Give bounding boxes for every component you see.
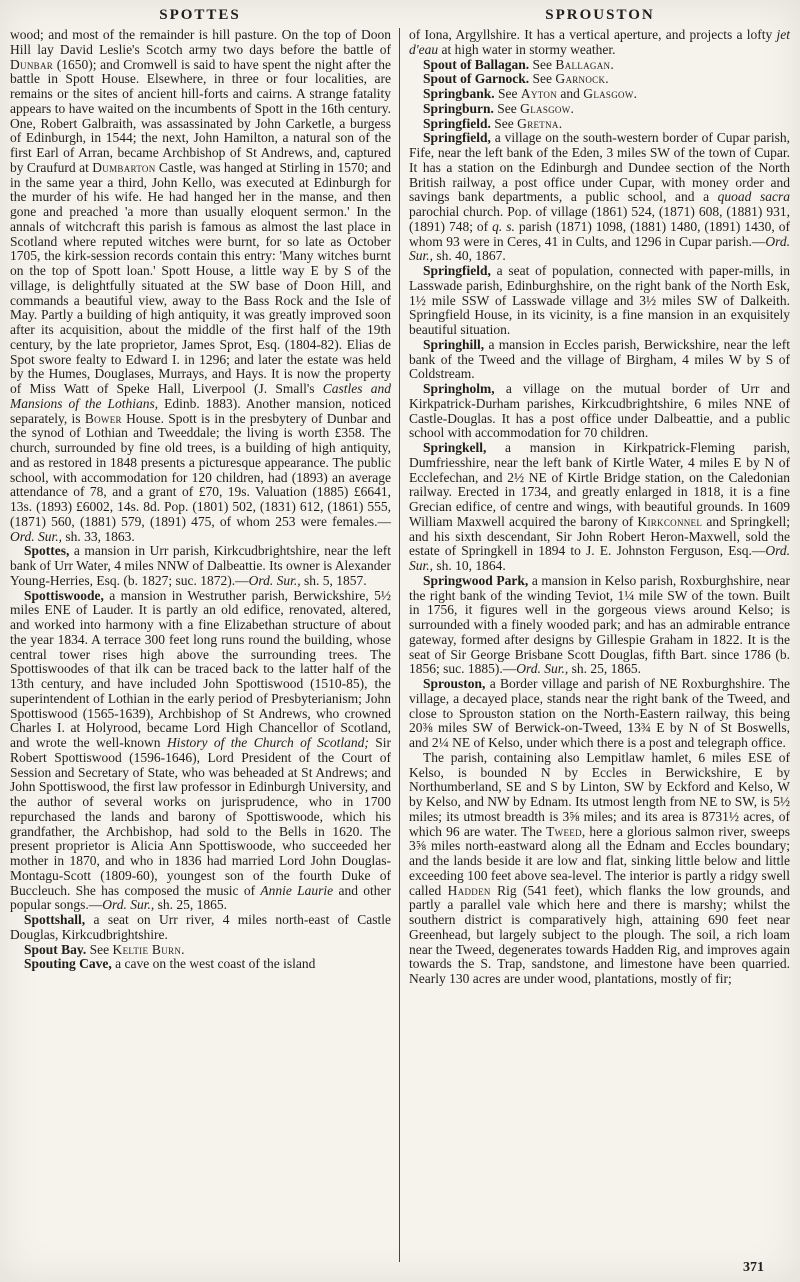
page-number: 371: [743, 1260, 764, 1275]
right-column-text: [409, 28, 790, 1268]
text-segment: See: [529, 71, 556, 87]
text-segment: a mansion in Kirkpatrick-Fleming parish, Dumfriesshire, near the left bank of Kirtle Water, 4 miles E by N of Ecclefechan, and 2½ NE of Kirtle Bridge station, on the Caledonian railway. Erected in 1734, and greatly enlarged in 1818, it is a fine Grecian edifice, of centre and wings, with beautiful grounds. In 1609 William Maxwell acquired the barony of: [409, 440, 790, 529]
column-divider: [399, 28, 400, 1262]
text-segment: Castle, was hanged at Stirling in 1570; and in the same year a third, John Kello, was executed at Edinburgh for the murder of his wife. He had hanged her in the manse, and then gone and preached 'a more than usually eloquent sermon.' In the annals of witchcraft this parish is famous as almost the last place in Scotland where reputed witches were burnt, for so late as October 1705, the kirk-session records contain this entry: 'Many witches burnt on the top of Spott loan.' Spott House, a little way E by S of the village, is delightfully situated at the SW base of Doon Hill, and commands a beautiful view, away to the Bass Rock and the Isle of May. Partly a building of high antiquity, it was greatly improved soon after its acquisition, about the middle of the first half of the 19th century, by the late proprietor, James Sprot, Esq. (1804-82). Elias de Spot swore fealty to Edward I. in 1296; and later the estate was held by the Humes, Douglases, Murrays, and Hays. It is now the property of Miss Watt of Speke Hall, Liverpool (J. Small's: [10, 159, 391, 396]
text-segment: See: [493, 100, 521, 116]
cross-reference: Glasgow: [583, 86, 634, 101]
text-segment: at high water in stormy weather.: [438, 41, 616, 57]
entry-paragraph: [409, 382, 790, 441]
italic-text: quoad sacra: [717, 189, 791, 205]
entry-paragraph: [409, 677, 790, 751]
text-segment: .: [605, 71, 609, 87]
text-segment: Edinb. 1883). Another mansion, noticed separately, is: [10, 395, 392, 426]
entry-paragraph: [409, 72, 790, 87]
italic-text: Ord. Sur.,: [10, 528, 63, 544]
italic-text: History of the Church of Scotland;: [166, 735, 369, 750]
entry-paragraph: [409, 28, 790, 58]
entry-paragraph: [10, 957, 391, 972]
text-segment: .: [558, 115, 563, 131]
left-column-text: [10, 28, 391, 1268]
text-segment: See: [86, 941, 113, 957]
entry-paragraph: [409, 117, 790, 132]
text-segment: .: [633, 86, 637, 101]
text-segment: Sir Robert Spottiswood (1596-1646), Lord President of the Court of Session and Secretary of State, who was beheaded at St Andrews; and John Spottiswood, the first law professor in Edinburgh University, and the author of several works on jurisprudence, who in 1700 repurchased the lands and barony of Spottiswoode, which his grandfather, the Archbishop, had sold to the Bells in 1620. The present proprietor is Alicia Ann Spottiswoode, who succeeded her mother in 1870, and who in 1836 had married Lord John Douglas-Montagu-Scott (1809-60), youngest son of the fourth Duke of Buccleuch. She has composed the music of: [10, 735, 391, 898]
text-segment: and Springkell; and his sixth descendant, Sir John Robert Heron-Maxwell, sold the estate of Springkell in 1894 to J. E. Johnston Ferguson, Esq.—: [409, 513, 790, 559]
cross-reference: Dunbar: [10, 56, 54, 72]
text-segment: sh. 25, 1865.: [154, 897, 228, 913]
text-segment: parochial church. Pop. of village (1861) 524, (1871) 608, (1881) 931, (1891) 748; of: [409, 204, 790, 234]
entry-headword: Spout of Garnock.: [423, 71, 530, 87]
text-segment: a seat on Urr river, 4 miles north-east of Castle Douglas, Kirkcudbrightshire.: [10, 912, 391, 942]
italic-text: Castles and Mansions of the Lothians,: [10, 381, 391, 411]
cross-reference: Garnock: [555, 71, 606, 87]
text-segment: sh. 5, 1857.: [300, 572, 367, 588]
entry-headword: Sprouston,: [423, 676, 486, 691]
text-segment: a village on the south-western border of Cupar parish, Fife, near the left bank of the Eden, 3 miles SW of the town of Cupar. It has a station on the Edinburgh and Dundee section of the North British railway, a post office under Cupar, with money order and savings bank departments, a public school, and a: [409, 130, 790, 205]
italic-text: Ord. Sur.,: [409, 233, 790, 264]
italic-text: Ord. Sur.,: [102, 897, 155, 913]
entry-paragraph: [10, 943, 391, 958]
header-left-title: SPOTTES: [159, 7, 241, 23]
entry-headword: Springholm,: [423, 381, 495, 396]
entry-headword: Springfield.: [423, 115, 491, 131]
text-segment: a cave on the west coast of the island: [111, 956, 316, 972]
text-segment: wood; and most of the remainder is hill pasture. On the top of Doon Hill lay David Leslie's Scotch army two days before the battle of: [10, 27, 391, 57]
cross-reference: Dumbarton: [92, 159, 156, 175]
entry-headword: Springkell,: [423, 440, 487, 455]
entry-headword: Spottshall,: [24, 912, 86, 927]
text-segment: a mansion in Eccles parish, Berwickshire, near the left bank of the Tweed and the village of Birgham, 4 miles W by S of Coldstream.: [409, 336, 790, 382]
text-segment: sh. 25, 1865.: [568, 661, 642, 677]
header-right-title: SPROUSTON: [545, 7, 655, 23]
entry-headword: Springwood Park,: [423, 572, 529, 588]
italic-text: Ord. Sur.,: [516, 661, 569, 677]
entry-paragraph: [409, 58, 790, 73]
italic-text: Ord. Sur.,: [248, 572, 301, 588]
text-segment: a seat of population, connected with paper-mills, in Lasswade parish, Edinburghshire, on the right bank of the North Esk, 1½ mile SSW of Lasswade village and 3½ miles SW of Dalkeith. Springfield House, in its vicinity, is a fine mansion in an exquisitely beautiful situation.: [409, 263, 790, 337]
cross-reference: Ayton: [520, 86, 558, 101]
text-segment: House. Spott is in the presbytery of Dunbar and the synod of Lothian and Tweeddale; the living is worth £358. The church, surrounded by fine old trees, is a building of high antiquity, and as restored in 1848 presents a picturesque appearance. The public school, with accommodation for 120 children, had (1893) an average attendance of 78, and a grant of £70, 19s. Valuation (1885) £6641, 13s. (1893) £6002, 14s. 8d. Pop. (1801) 502, (1831) 612, (1861) 555, (1871) 560, (1881) 579, (1891) 475, of whom 253 were females.—: [10, 410, 391, 529]
entry-paragraph: [10, 913, 391, 943]
entry-paragraph: [409, 574, 790, 677]
text-segment: a village on the mutual border of Urr and Kirkpatrick-Durham parishes, Kirkcudbrightshire, 6 miles NNE of Castle-Douglas. It has a post office under Dalbeattie, and a public school with accommodation for 70 children.: [409, 381, 790, 441]
entry-paragraph: [409, 338, 790, 382]
entry-paragraph: [10, 28, 391, 544]
page-columns: [0, 24, 800, 1268]
entry-paragraph: [409, 131, 790, 264]
entry-paragraph: [409, 102, 790, 117]
text-segment: a Border village and parish of NE Roxburghshire. The village, a decayed place, stands near the right bank of the Tweed, and close to Sprouston station on the North-Eastern railway, this being 20⅜ miles SW of Berwick-on-Tweed, 13¾ E by N of St Boswells, and 2¼ NE of Kelso, under which there is a post and telegraph office.: [409, 676, 790, 750]
text-segment: .: [610, 56, 614, 72]
entry-headword: Spouting Cave,: [24, 956, 112, 972]
entry-headword: Springhill,: [423, 336, 485, 352]
text-segment: and other popular songs.—: [10, 882, 391, 913]
cross-reference: Glasgow: [520, 100, 571, 116]
entry-paragraph: [409, 441, 790, 574]
entry-headword: Spottiswoode,: [24, 587, 104, 603]
entry-paragraph: [409, 264, 790, 338]
entry-headword: Spottes,: [24, 543, 70, 559]
cross-reference: Hadden: [447, 882, 491, 898]
cross-reference: Tweed: [546, 823, 582, 839]
text-segment: See: [490, 115, 518, 131]
text-segment: See: [494, 86, 521, 101]
italic-text: Ord. Sur.,: [409, 543, 790, 573]
entry-headword: Springfield,: [423, 130, 491, 146]
entry-paragraph: [409, 751, 790, 987]
text-segment: sh. 33, 1863.: [62, 528, 135, 544]
text-segment: .: [181, 941, 185, 957]
text-segment: .: [570, 100, 574, 116]
italic-text: q. s.: [492, 218, 515, 234]
italic-text: jet d'eau: [409, 27, 790, 57]
cross-reference: Kirkconnel: [637, 513, 703, 529]
entry-paragraph: [10, 544, 391, 588]
entry-paragraph: [10, 589, 391, 914]
text-segment: a mansion in Kelso parish, Roxburghshire, near the right bank of the winding Teviot, 1¼ mile SW of the town. Built in 1756, it figures well in the gorgeous views around Kelso; is surrounded with a finely wooded park; and has an admirable entrance gateway, formed after designs by Gillespie Graham in 1822. It is the seat of Sir George Brisbane Scott Douglas, fifth Bart. since 1786 (b. 1856; suc. 1885).—: [409, 572, 790, 677]
entry-paragraph: [409, 87, 790, 102]
italic-text: Annie Laurie: [260, 882, 334, 898]
text-segment: See: [529, 56, 556, 72]
text-segment: a mansion in Urr parish, Kirkcudbrightshire, near the left bank of Urr Water, 4 miles NNW of Dalbeattie. Its owner is Alexander Young-Herries, Esq. (b. 1827; suc. 1872).—: [10, 543, 392, 588]
text-segment: of Iona, Argyllshire. It has a vertical aperture, and projects a lofty: [409, 27, 777, 42]
text-segment: a mansion in Westruther parish, Berwickshire, 5½ miles ENE of Lauder. It is partly an old edifice, renovated, altered, and worked into harmony with a fine Elizabethan structure of about the year 1834. A terrace 300 feet long runs round the building, whose central tower rises high above the surrounding trees. The Spottiswoodes of that ilk can be traced back to the latter half of the 13th century, and have included John Spottiswood (1510-85), the superintendent of Lothian in the early period of Presbyterianism; John Spottiswood (1565-1639), Archbishop of St Andrews, who crowned Charles I. at Holyrood, became Lord High Chancellor of Scotland, and wrote the well-known: [10, 587, 391, 750]
cross-reference: Keltie Burn: [112, 941, 182, 957]
text-segment: sh. 40, 1867.: [433, 248, 506, 264]
text-segment: Rig (541 feet), which flanks the low grounds, and partly a parallel vale which here and there is marshy; whilst the southern district is comparatively high, attaining 690 feet near Greenhead, but largely subject to the plough. The soil, a rich loam near the Tweed, degenerates towards Hadden Rig, and improves again towards the S. Trap, sandstone, and limestone have been quarried. Nearly 130 acres are under wood, plantations, mostly of fir;: [409, 882, 790, 986]
text-segment: and: [557, 86, 584, 101]
cross-reference: Ballagan: [555, 56, 611, 72]
cross-reference: Bower: [84, 410, 122, 426]
text-segment: The parish, containing also Lempitlaw hamlet, 6 miles ESE of Kelso, is bounded N by Eccles in Berwickshire, E by Northumberland, SE and S by Linton, SW by Eckford and Kelso, W by Kelso, and NW by Ednam. Its utmost length from NE to SW, is 5½ miles; its utmost breadth is 3⅝ miles; and its area is 8731½ acres, of which 96 are water. The: [409, 749, 790, 839]
text-segment: , here a glorious salmon river, sweeps 3⅝ miles north-eastward along all the Ednam and Eccles boundary; and the lands beside it are low and flat, sinking little below and little exceeding 100 feet above sea-level. The interior is partly a ridgy swell called: [409, 823, 791, 898]
entry-headword: Springfield,: [423, 263, 491, 278]
entry-headword: Spout Bay.: [24, 941, 87, 957]
entry-headword: Springbank.: [423, 86, 495, 101]
text-segment: (1650); and Cromwell is said to have spent the night after the battle in Spott House. Elsewhere, in three or four localities, are remains or the sites of ancient hill-forts and cairns. A strange fatality appears to have waited on the incumbents of Spott in the 16th century. One, Robert Galbraith, was assassinated by John Carketle, a burgess of Edinburgh, in 1544; the next, John Hamilton, a natural son of the first Earl of Arran, became Archbishop of St Andrews, and, captured by Craufurd at: [10, 56, 391, 175]
text-segment: parish (1871) 1098, (1881) 1480, (1891) 1430, of whom 93 were in Ceres, 41 in Cults, and 1296 in Cupar parish.—: [409, 218, 790, 249]
running-header: [0, 0, 800, 24]
entry-headword: Springburn.: [423, 100, 494, 116]
entry-headword: Spout of Ballagan.: [423, 56, 530, 72]
cross-reference: Gretna: [517, 115, 559, 131]
text-segment: sh. 10, 1864.: [433, 558, 506, 573]
